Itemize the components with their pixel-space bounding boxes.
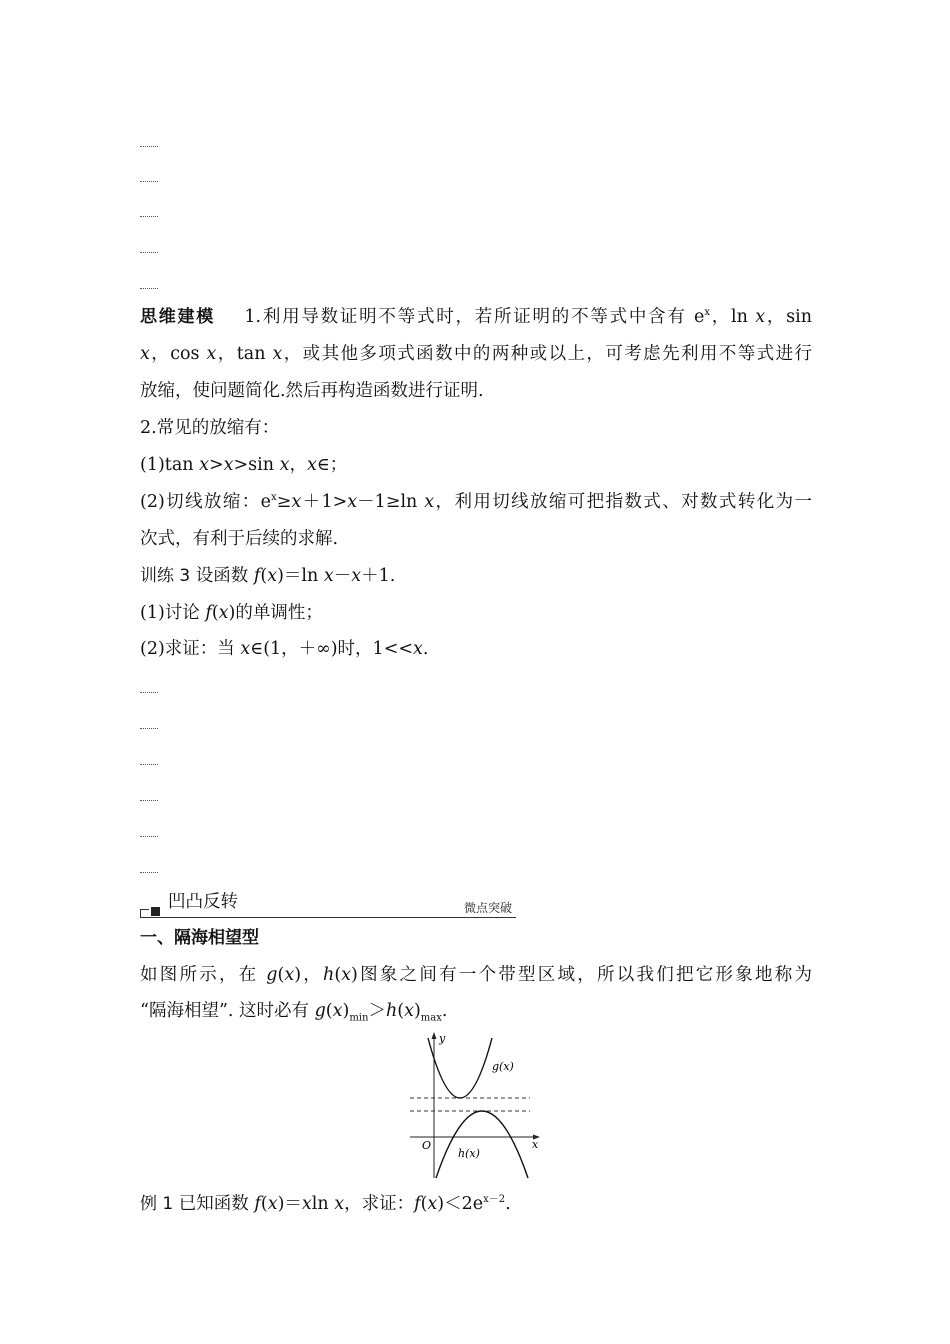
g-curve-label: g(x) bbox=[492, 1060, 514, 1073]
text: )的单调性； bbox=[228, 603, 323, 623]
blank-line bbox=[140, 692, 158, 693]
blank-line bbox=[140, 252, 158, 253]
text: － bbox=[333, 566, 352, 586]
text: ＋1. bbox=[361, 566, 396, 586]
text: ( bbox=[397, 1001, 405, 1021]
model-paragraph-line bbox=[140, 305, 812, 329]
model-heading: 思维建模 bbox=[140, 307, 216, 327]
text: > bbox=[208, 455, 224, 475]
variable: f bbox=[414, 1194, 421, 1214]
text: ＋1> bbox=[301, 492, 348, 512]
variable: x bbox=[347, 492, 358, 512]
text: . bbox=[441, 1001, 448, 1021]
g-curve bbox=[428, 1038, 492, 1098]
text: 设函数 bbox=[190, 566, 254, 586]
text: 如图所示，在 bbox=[140, 965, 267, 985]
text: ) bbox=[413, 1001, 421, 1021]
variable: f bbox=[253, 566, 261, 586]
variable: x bbox=[301, 1194, 312, 1214]
text: ，或其他多项式函数中的两种或以上，可考虑先利用不等式进行 bbox=[282, 344, 812, 364]
model-paragraph-line bbox=[140, 490, 812, 514]
superscript: x bbox=[271, 492, 277, 504]
variable: x bbox=[199, 455, 209, 475]
variable: x bbox=[323, 566, 334, 586]
text: ( bbox=[325, 1001, 333, 1021]
text: )， bbox=[294, 965, 324, 985]
text: (2)求证：当 bbox=[140, 639, 241, 659]
x-axis-label: x bbox=[532, 1138, 539, 1151]
subscript: min bbox=[349, 1012, 369, 1024]
section-rule bbox=[140, 917, 516, 918]
model-paragraph-line: 2.常见的放缩有： bbox=[140, 418, 280, 438]
y-axis-label: y bbox=[439, 1032, 446, 1045]
text: ( bbox=[211, 603, 219, 623]
training-label: 训练 3 bbox=[140, 566, 191, 586]
section-corner bbox=[140, 909, 149, 918]
model-paragraph-line: 次式，有利于后续的求解. bbox=[140, 529, 339, 549]
variable: g bbox=[314, 1001, 326, 1021]
text: ) bbox=[342, 1001, 350, 1021]
blank-line bbox=[140, 764, 158, 765]
blank-line bbox=[140, 872, 158, 873]
text: 1.利用导数证明不等式时，若所证明的不等式中含有 e bbox=[244, 307, 705, 327]
variable: x bbox=[223, 455, 234, 475]
h-curve-label: h(x) bbox=[458, 1147, 480, 1160]
text: 已知函数 bbox=[173, 1194, 255, 1214]
variable: x bbox=[267, 1194, 278, 1214]
text: (1)tan bbox=[140, 455, 200, 475]
variable: x bbox=[291, 492, 302, 512]
model-paragraph-line bbox=[140, 342, 812, 366]
superscript: x－2 bbox=[483, 1194, 506, 1206]
blank-line bbox=[140, 728, 158, 729]
text: ( bbox=[277, 965, 285, 985]
blank-line bbox=[140, 800, 158, 801]
subsection-title bbox=[140, 926, 812, 950]
text: ，tan bbox=[216, 344, 273, 364]
variable: x bbox=[218, 603, 229, 623]
variable: h bbox=[323, 965, 335, 985]
section-title: 凹凸反转 bbox=[168, 892, 238, 912]
section-tag: 微点突破 bbox=[463, 901, 512, 915]
model-paragraph-line bbox=[140, 453, 812, 477]
blank-line bbox=[140, 836, 158, 837]
section-header bbox=[140, 888, 516, 922]
text: ，sin bbox=[765, 307, 812, 327]
text: “隔海相望”. 这时必有 bbox=[140, 1001, 315, 1021]
blank-line bbox=[140, 146, 158, 147]
variable: x bbox=[206, 344, 217, 364]
origin-label: O bbox=[422, 1139, 432, 1152]
variable: x bbox=[351, 566, 362, 586]
variable: f bbox=[205, 603, 212, 623]
variable: x bbox=[332, 1001, 343, 1021]
text: ，ln bbox=[710, 307, 756, 327]
variable: x bbox=[413, 639, 423, 659]
subsection-title-text: 一、隔海相望型 bbox=[140, 928, 259, 948]
variable: x bbox=[404, 1001, 414, 1021]
variable: x bbox=[424, 492, 435, 512]
variable: x bbox=[306, 455, 317, 475]
variable: x bbox=[267, 566, 278, 586]
variable: x bbox=[240, 639, 251, 659]
text: ， bbox=[289, 455, 307, 475]
variable: x bbox=[341, 965, 352, 985]
text: ( bbox=[334, 965, 342, 985]
text: ，利用切线放缩可把指数式、对数式转化为一 bbox=[434, 492, 812, 512]
blank-line bbox=[140, 216, 158, 217]
text: ln bbox=[311, 1194, 335, 1214]
superscript: x bbox=[704, 307, 710, 319]
blank-line bbox=[140, 181, 158, 182]
training-question-2 bbox=[140, 637, 812, 661]
variable: x bbox=[755, 307, 766, 327]
variable: x bbox=[334, 1194, 345, 1214]
model-paragraph-line: 放缩，使问题简化.然后再构造函数进行证明. bbox=[140, 381, 484, 401]
y-axis-arrow bbox=[432, 1032, 437, 1039]
text: ∈； bbox=[316, 455, 348, 475]
subsection-paragraph-line bbox=[140, 963, 812, 987]
text: ≥ bbox=[276, 492, 292, 512]
subscript: max bbox=[420, 1012, 442, 1024]
variable: g bbox=[266, 965, 278, 985]
text: ∈(1，＋∞)时，1<< bbox=[250, 639, 414, 659]
subsection-paragraph-line bbox=[140, 999, 812, 1023]
function-graph bbox=[408, 1030, 548, 1180]
variable: x bbox=[279, 455, 290, 475]
variable: x bbox=[284, 965, 295, 985]
example-label: 例 1 bbox=[140, 1194, 174, 1214]
text: )＜2e bbox=[437, 1194, 484, 1214]
variable: x bbox=[140, 344, 150, 364]
text: ( bbox=[260, 1194, 268, 1214]
text: )＝ bbox=[277, 1194, 302, 1214]
training-question-1 bbox=[140, 601, 812, 625]
example-problem bbox=[140, 1192, 812, 1216]
text: ＞ bbox=[368, 1001, 386, 1021]
text: )＝ln bbox=[277, 566, 324, 586]
text: ，cos bbox=[149, 344, 207, 364]
text: ，求证： bbox=[344, 1194, 415, 1214]
variable: x bbox=[272, 344, 283, 364]
text: . bbox=[422, 639, 429, 659]
variable: h bbox=[385, 1001, 398, 1021]
text: . bbox=[505, 1194, 511, 1214]
text: ( bbox=[420, 1194, 428, 1214]
blank-line bbox=[140, 288, 158, 289]
h-curve bbox=[436, 1111, 528, 1178]
variable: x bbox=[427, 1194, 438, 1214]
section-square-icon bbox=[151, 907, 160, 916]
training-problem bbox=[140, 564, 812, 588]
text: (2)切线放缩：e bbox=[140, 492, 271, 512]
text: (1)讨论 bbox=[140, 603, 206, 623]
text: >sin bbox=[233, 455, 280, 475]
text: －1≥ln bbox=[357, 492, 425, 512]
variable: f bbox=[254, 1194, 261, 1214]
text: )图象之间有一个带型区域，所以我们把它形象地称为 bbox=[351, 965, 813, 985]
text: ( bbox=[260, 566, 268, 586]
